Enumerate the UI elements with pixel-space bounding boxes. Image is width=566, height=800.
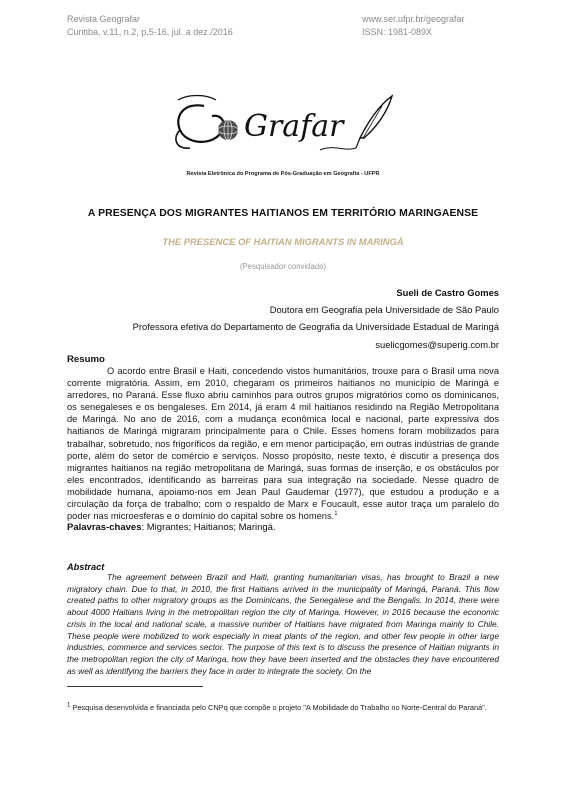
abstract-section [67,562,499,677]
journal-url: www.ser.ufpr.br/geografar [362,14,465,24]
footnote [67,702,499,713]
article-title: A PRESENÇA DOS MIGRANTES HAITIANOS EM TERRITÓRIO MARINGAENSE [87,208,479,219]
resumo-text: O acordo entre Brasil e Haiti, concedendo vistos humanitários, trouxe para o Brasil uma nova corrente migratória. Assim, em 2010, chegaram os primeiros haitianos no município de Maringá e arredores, no Paraná. Esse fluxo abriu caminhos para outros grupos migratórios como os dominicanos, os senegaleses e os bengaleses. Em 2014, já eram 4 mil haitianos residindo na Região Metropolitana de Maringá. No ano de 2016, com a mudança econômica local e nacional, parte expressiva dos haitianos de Maringá migraram principalmente para o Chile. Esses homens foram mobilizados para trabalhar, sobretudo, nos frigoríficos da região, e em menor participação, em outras indústrias de grande porte, além do setor de comércio e serviços. Nosso propósito, neste texto, é discutir a presença dos migrantes haitianos na região metropolitana de Maringá, suas formas de inserção, e os obstáculos por eles encontrados, identificando as barreiras para sua integração na sociedade. Nesse quadro de mobilidade humana, apoiamo-nos em Jean Paul Gaudemar (1977), que estudou a produção e a circulação da força de trabalho; com o respaldo de Marx e Foucault, esse autor traça um paralelo do poder nas microesferas e o domínio do capital sobre os homens.$^1$ [67,366,499,522]
author-position: Professora efetiva do Departamento de Geografia da Universidade Estadual de Maringá [132,321,499,333]
footnote-text: Pesquisa desenvolvida e financiada pelo CNPq que compõe o projeto "A Mobilidade do Trabalho no Norte-Central do Paraná". [70,703,487,712]
resumo-heading: Resumo [67,354,105,365]
resumo-section [67,354,499,533]
journal-name: Revista Geografar [67,14,141,24]
geografar-logo [170,92,398,158]
abstract-text: The agreement between Brazil and Haiti, granting humanitarian visas, has brought to Brazil a new migratory chain. Due to that, in 2010, the first Haitians arrived in the municipality of Maringá, Paraná. This flow created paths to other migratory groups as the Dominicans, the Senegalese and the Bengalis. In 2014, there were about 4000 Haitians living in the metropolitan region the city of Maringa. However, in 2016 because the economic crisis in the local and national scale, a massive number of Haitians have migrated from Maringa mainly to Chile. These people were mobilized to work especially in meat plants of the region, and other few people in other large industries, commerce and services sector. The purpose of this text is to discuss the presence of Haitian migrants in the metropolitan region the city of Maringa, how they have been inserted and the obstacles they have encountered as well as identifying the barriers they face in order to integrate the society. On the [67,572,499,676]
abstract-heading: Abstract [67,562,105,572]
article-title-english: THE PRESENCE OF HAITIAN MIGRANTS IN MARINGÁ [162,236,404,247]
footnote-divider [67,686,203,687]
journal-issn: ISSN: 1981-089X [362,26,433,37]
keywords-text: : Migrantes; Haitianos; Maringá. [141,522,276,534]
keywords-label: Palavras-chaves [67,522,142,534]
running-header-left [67,13,233,38]
footnote-mark: 1 [67,702,71,709]
author-name: Sueli de Castro Gomes [396,287,499,298]
masthead-subtitle: Revista Eletrônica do Programa de Pós-Graduação em Geografia - UFPR [186,171,380,177]
keywords [67,522,499,533]
author-block [133,284,499,353]
author-degree: Doutora em Geografia pela Universidade de São Paulo [269,304,499,316]
quill-icon [360,96,392,138]
footnote-reference[interactable]: 1 [334,511,338,518]
running-header-right [362,13,465,38]
journal-citation: Curitiba, v.11, n.2, p.5-16, jul. a dez./2016 [67,26,233,37]
invited-note: (Pesquisador convidado) [239,262,327,271]
author-email[interactable]: suelicgomes@superig.com.br [375,338,499,350]
logo-wordmark: Grafar [244,109,344,144]
